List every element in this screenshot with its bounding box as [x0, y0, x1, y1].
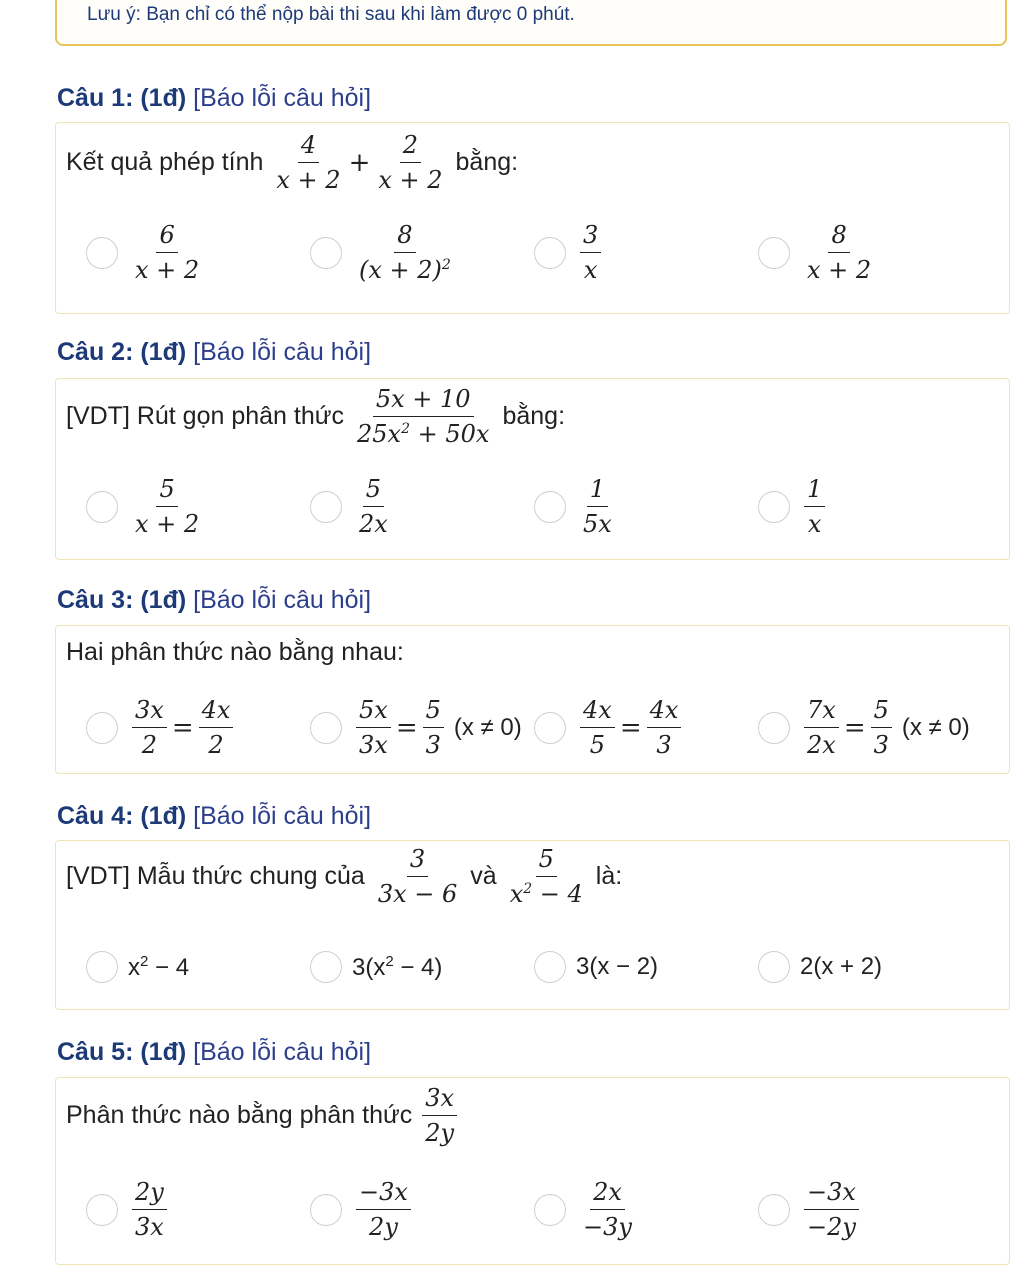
option-c[interactable]: $\frac{4x}{5}$ = $\frac{4x}{3}$ — [534, 696, 685, 759]
option-c[interactable]: $\frac{3}{x}$ — [534, 221, 605, 284]
option-a[interactable]: $\frac{5}{x + 2}$ — [86, 475, 206, 538]
report-error-link[interactable]: [Báo lỗi câu hỏi] — [193, 802, 372, 830]
question-1-prompt: Kết quả phép tính $\frac{4}{x + 2}$ + $\frac{2}{x + 2}$ bằng: — [66, 131, 519, 194]
report-error-link[interactable]: [Báo lỗi câu hỏi] — [193, 1038, 372, 1066]
question-2-title: Câu 2: (1đ) [Báo lỗi câu hỏi] — [57, 338, 372, 366]
radio-button[interactable] — [534, 1194, 566, 1226]
option-d[interactable]: 2(x + 2) — [758, 951, 882, 983]
radio-button[interactable] — [758, 1194, 790, 1226]
fraction: $\frac{2}{x + 2}$ — [378, 131, 443, 194]
question-5-box — [55, 1077, 1010, 1265]
option-d[interactable]: $\frac{-3x}{-2y}$ — [758, 1178, 863, 1241]
question-1-box — [55, 122, 1010, 314]
option-c[interactable]: $\frac{1}{5x}$ — [534, 475, 619, 538]
option-d[interactable]: $\frac{1}{x}$ — [758, 475, 829, 538]
radio-button[interactable] — [86, 951, 118, 983]
option-b[interactable]: $\frac{5}{2x}$ — [310, 475, 395, 538]
question-2-box — [55, 378, 1010, 560]
radio-button[interactable] — [534, 491, 566, 523]
notice-banner — [55, 0, 1007, 46]
radio-button[interactable] — [758, 951, 790, 983]
fraction: $\frac{5x + 10}{25x^2 + 50x}$ — [357, 385, 490, 448]
report-error-link[interactable]: [Báo lỗi câu hỏi] — [193, 586, 372, 614]
radio-button[interactable] — [86, 1194, 118, 1226]
option-b[interactable]: $3(x^2 - 4)$ — [310, 951, 442, 983]
option-b[interactable]: $\frac{5x}{3x}$ = $\frac{5}{3}$ (x ≠ 0) — [310, 696, 522, 759]
radio-button[interactable] — [758, 491, 790, 523]
radio-button[interactable] — [758, 237, 790, 269]
question-3-title: Câu 3: (1đ) [Báo lỗi câu hỏi] — [57, 586, 372, 614]
radio-button[interactable] — [310, 712, 342, 744]
fraction: $\frac{4}{x + 2}$ — [276, 131, 341, 194]
option-b[interactable]: $\frac{8}{(x + 2)^2}$ — [310, 221, 458, 284]
radio-button[interactable] — [310, 491, 342, 523]
radio-button[interactable] — [86, 712, 118, 744]
question-3-prompt: Hai phân thức nào bằng nhau: — [66, 638, 404, 666]
question-4-title: Câu 4: (1đ) [Báo lỗi câu hỏi] — [57, 802, 372, 830]
fraction: $\frac{3x}{2y}$ — [422, 1084, 457, 1147]
radio-button[interactable] — [534, 237, 566, 269]
option-a[interactable]: $\frac{2y}{3x}$ — [86, 1178, 171, 1241]
question-4-prompt: [VDT] Mẫu thức chung của $\frac{3}{3x - 6}$ và $\frac{5}{x^2 - 4}$ là: — [66, 845, 623, 908]
radio-button[interactable] — [86, 237, 118, 269]
question-4-box — [55, 840, 1010, 1010]
radio-button[interactable] — [310, 237, 342, 269]
fraction: $\frac{5}{x^2 - 4}$ — [509, 845, 583, 908]
question-3-box — [55, 625, 1010, 774]
radio-button[interactable] — [86, 491, 118, 523]
question-2-prompt: [VDT] Rút gọn phân thức $\frac{5x + 10}{25x^2 + 50x}$ bằng: — [66, 385, 566, 448]
radio-button[interactable] — [758, 712, 790, 744]
option-c[interactable]: $\frac{2x}{-3y}$ — [534, 1178, 639, 1241]
radio-button[interactable] — [310, 951, 342, 983]
radio-button[interactable] — [534, 951, 566, 983]
option-a[interactable]: $\frac{3x}{2}$ = $\frac{4x}{2}$ — [86, 696, 237, 759]
option-b[interactable]: $\frac{-3x}{2y}$ — [310, 1178, 415, 1241]
question-1-title: Câu 1: (1đ) [Báo lỗi câu hỏi] — [57, 84, 372, 112]
question-5-title: Câu 5: (1đ) [Báo lỗi câu hỏi] — [57, 1038, 372, 1066]
option-d[interactable]: $\frac{7x}{2x}$ = $\frac{5}{3}$ (x ≠ 0) — [758, 696, 970, 759]
fraction: $\frac{3}{3x - 6}$ — [377, 845, 458, 908]
option-c[interactable]: 3(x − 2) — [534, 951, 658, 983]
notice-text: Lưu ý: Bạn chỉ có thể nộp bài thi sau khi làm được 0 phút. — [87, 4, 575, 25]
report-error-link[interactable]: [Báo lỗi câu hỏi] — [193, 338, 372, 366]
question-5-prompt: Phân thức nào bằng phân thức $\frac{3x}{2y}$ — [66, 1084, 461, 1147]
report-error-link[interactable]: [Báo lỗi câu hỏi] — [193, 84, 372, 112]
radio-button[interactable] — [534, 712, 566, 744]
radio-button[interactable] — [310, 1194, 342, 1226]
option-a[interactable]: $\frac{6}{x + 2}$ — [86, 221, 206, 284]
option-d[interactable]: $\frac{8}{x + 2}$ — [758, 221, 878, 284]
option-a[interactable]: $x^2 - 4$ — [86, 951, 189, 983]
